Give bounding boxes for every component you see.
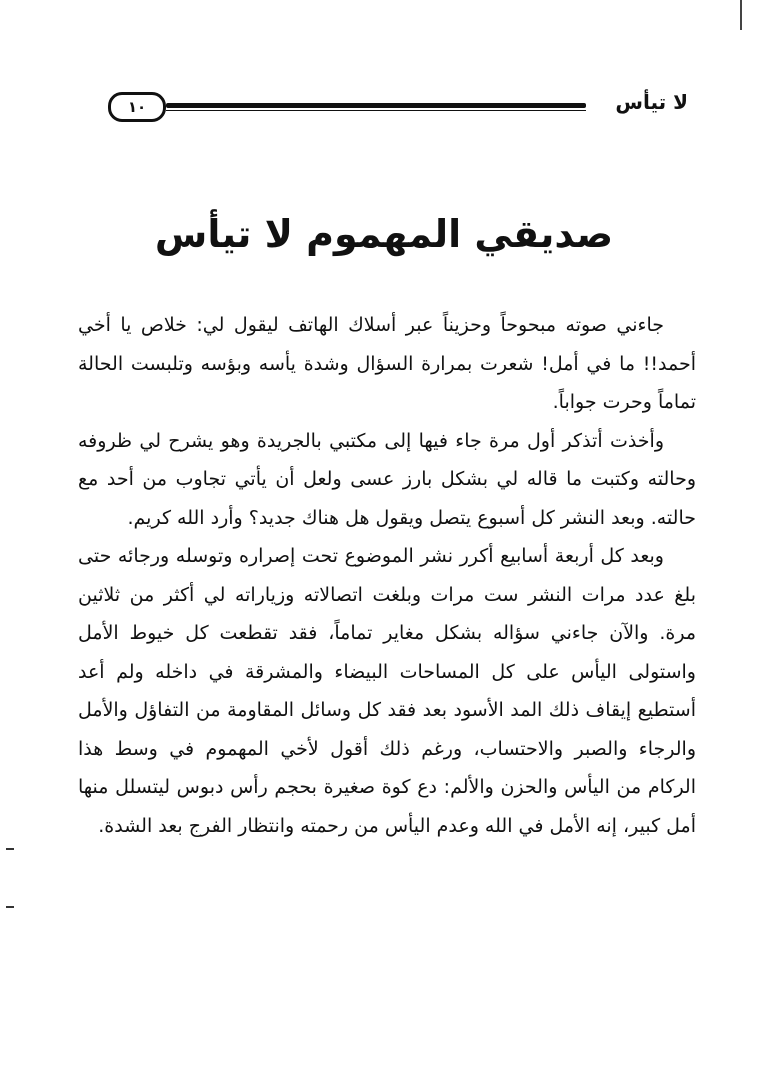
header-rule [166,103,586,108]
page-edge-mark [740,0,742,30]
page-header [80,88,688,128]
paragraph-3: وبعد كل أربعة أسابيع أكرر نشر الموضوع تحت إصراره وتوسله ورجائه حتى بلغ عدد مرات النشر ست مرات وبلغت اتصالاته وزياراته لي أكثر من ثلاثين مرة. والآن جاءني سؤاله بشكل مغاير تماماً، فقد تقطعت كل خيوط الأمل واستولى اليأس على كل المساحات البيضاء والمشرقة في داخله ولم أعد أستطيع إيقاف ذلك المد الأسود بعد فقد كل وسائل المقاومة من التفاؤل والأمل والرجاء والصبر والاحتساب، ورغم ذلك أقول لأخي المهموم في وسط هذا الركام من اليأس والحزن والألم: دع كوة صغيرة بحجم رأس دبوس ليتسلل منها أمل كبير، إنه الأمل في الله وعدم اليأس من رحمته وانتظار الفرج بعد الشدة. [78,545,696,837]
article-body [78,306,696,845]
paragraph-2: وأخذت أتذكر أول مرة جاء فيها إلى مكتبي بالجريدة وهو يشرح لي ظروفه وحالته وكتبت ما قاله لي بشكل بارز عسى ولعل أن يأتي تجاوب من أحد مع حالته. وبعد النشر كل أسبوع يتصل ويقول هل هناك جديد؟ وأرد الله كريم. [78,429,696,529]
paragraph-1: جاءني صوته مبحوحاً وحزيناً عبر أسلاك الهاتف ليقول لي: خلاص يا أخي أحمد!! ما في أمل! شعرت بمرارة السؤال وشدة يأسه وبؤسه وتلبست الحالة تماماً وحرت جواباً. [78,314,696,413]
running-title: لا تيأس [615,90,688,114]
margin-mark [6,848,14,850]
margin-mark [6,906,14,908]
article-title: صديقي المهموم لا تيأس [154,212,614,256]
page-number: ١٠ [108,92,166,122]
